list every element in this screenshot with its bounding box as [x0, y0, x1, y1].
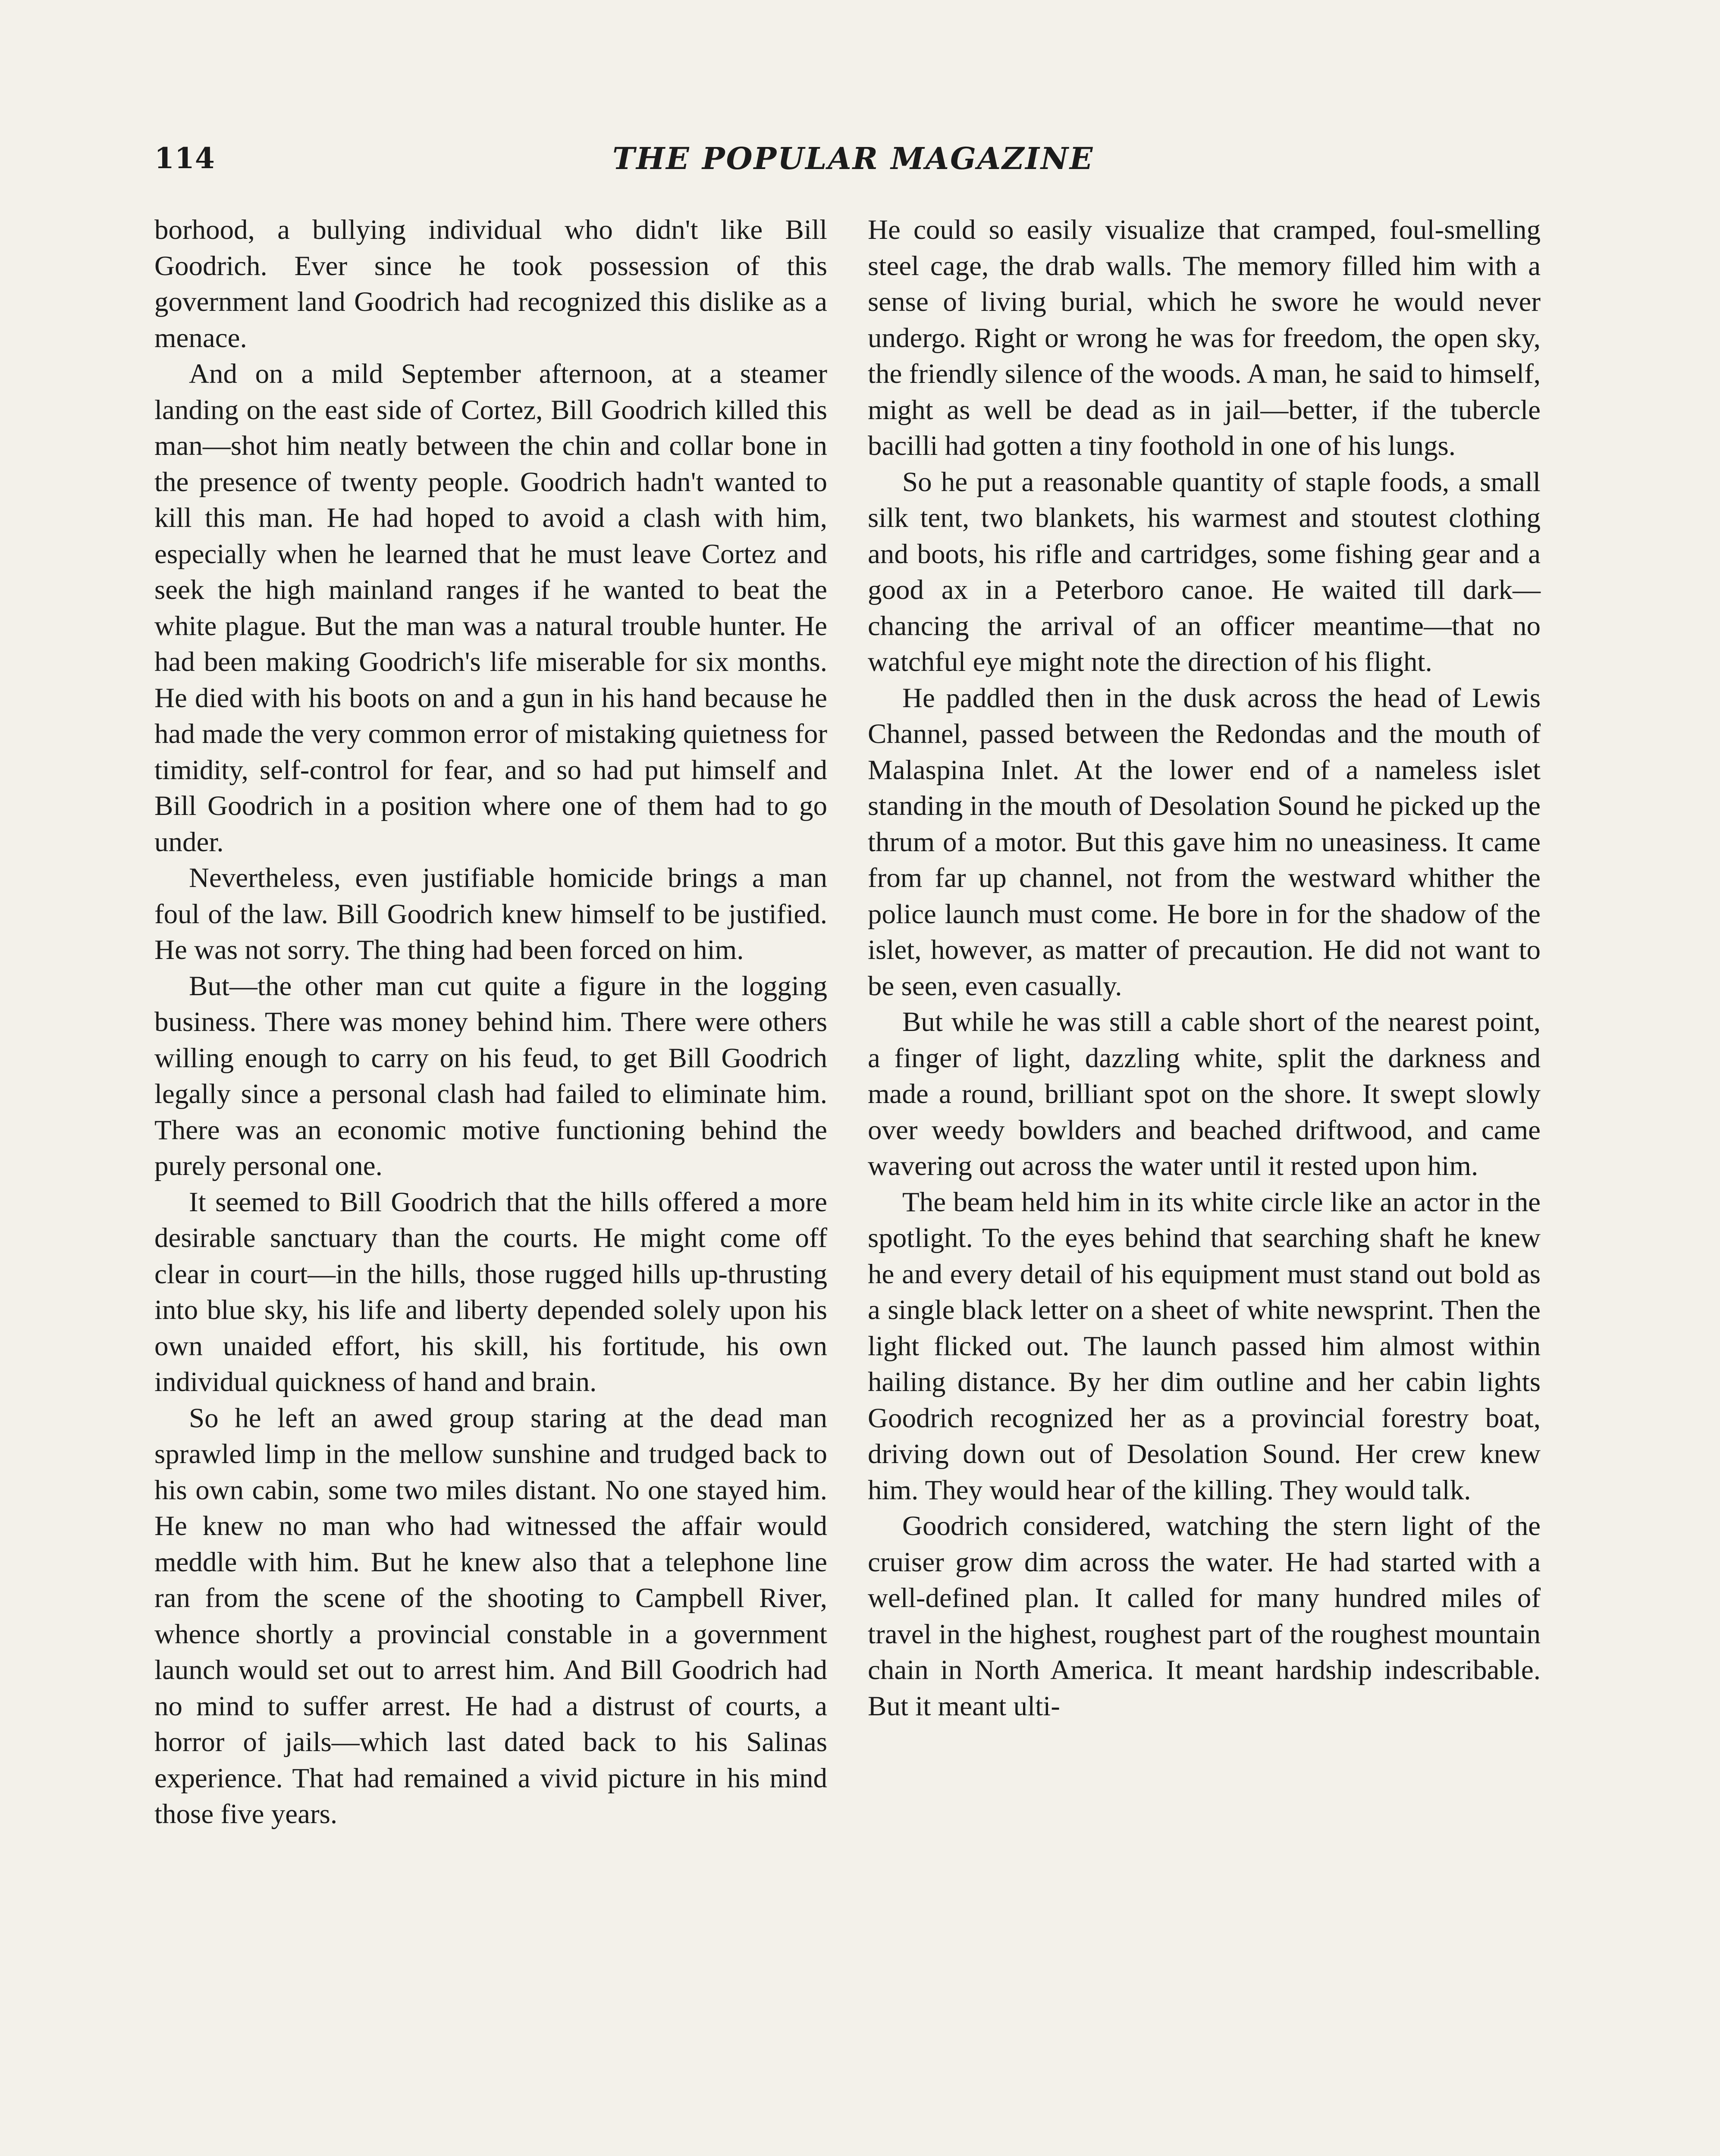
- paragraph: Nevertheless, even justifiable homicide brings a man foul of the law. Bill Goodrich knew himself to be justified. He was not sorry. The thing had been forced on him.: [154, 862, 827, 965]
- paragraph: But while he was still a cable short of the nearest point, a finger of light, dazzling white, split the darkness and made a round, brilliant spot on the shore. It swept slowly over weedy bowlders and beached driftwood, and came wavering out across the water until it rested upon him.: [868, 1006, 1541, 1181]
- paragraph: Goodrich considered, watching the stern light of the cruiser grow dim across the water. He had started with a well-defined plan. It called for many hundred miles of travel in the highest, roughest part of the roughest mountain chain in North America. It meant hardship indescribable. But it meant ulti-: [868, 1510, 1541, 1722]
- paragraph: So he put a reasonable quantity of staple foods, a small silk tent, two blankets, his warmest and stoutest clothing and boots, his rifle and cartridges, some fishing gear and a good ax in a Peterboro canoe. He waited till dark—chancing the arrival of an officer meantime—that no watchful eye might note the direction of his flight.: [868, 466, 1541, 677]
- paragraph: And on a mild September afternoon, at a steamer landing on the east side of Cortez, Bill Goodrich killed this man—shot him neatly between the chin and collar bone in the presence of twenty people. Goodrich hadn't wanted to kill this man. He had hoped to avoid a clash with him, especially when he learned that he must leave Cortez and seek the high mainland ranges if he wanted to beat the white plague. But the man was a natural trouble hunter. He had been making Goodrich's life miserable for six months. He died with his boots on and a gun in his hand because he had made the very common error of mistaking quietness for timidity, self-control for fear, and so had put himself and Bill Goodrich in a position where one of them had to go under.: [154, 358, 827, 858]
- right-column: [868, 212, 1541, 1724]
- left-column: [154, 212, 827, 1833]
- paragraph: So he left an awed group staring at the dead man sprawled limp in the mellow sunshine and trudged back to his own cabin, some two miles distant. No one stayed him. He knew no man who had witnessed the affair would meddle with him. But he knew also that a telephone line ran from the scene of the shooting to Campbell River, whence shortly a provincial constable in a government launch would set out to arrest him. And Bill Goodrich had no mind to suffer arrest. He had a distrust of courts, a horror of jails—which last dated back to his Salinas experience. That had remained a vivid picture in his mind those five years.: [154, 1402, 827, 1830]
- paragraph: He could so easily visualize that cramped, foul-smelling steel cage, the drab walls. The memory filled him with a sense of living burial, which he swore he would never undergo. Right or wrong he was for freedom, the open sky, the friendly silence of the woods. A man, he said to himself, might as well be dead as in jail—better, if the tubercle bacilli had gotten a tiny foothold in one of his lungs.: [868, 214, 1541, 461]
- paragraph: He paddled then in the dusk across the head of Lewis Channel, passed between the Redondas and the mouth of Malaspina Inlet. At the lower end of a nameless islet standing in the mouth of Desolation Sound he picked up the thrum of a motor. But this gave him no uneasiness. It came from far up channel, not from the westward whither the police launch must come. He bore in for the shadow of the islet, however, as matter of precaution. He did not want to be seen, even casually.: [868, 682, 1541, 1002]
- paragraph: The beam held him in its white circle like an actor in the spotlight. To the eyes behind that searching shaft he knew he and every detail of his equipment must stand out bold as a single black letter on a sheet of white newsprint. Then the light flicked out. The launch passed him almost within hailing distance. By her dim outline and her cabin lights Goodrich recognized her as a provincial forestry boat, driving down out of Desolation Sound. Her crew knew him. They would hear of the killing. They would talk.: [868, 1186, 1541, 1506]
- paragraph: It seemed to Bill Goodrich that the hills offered a more desirable sanctuary than the courts. He might come off clear in court—in the hills, those rugged hills up-thrusting into blue sky, his life and liberty depended solely upon his own unaided effort, his skill, his fortitude, his own individual quickness of hand and brain.: [154, 1186, 827, 1398]
- running-title: THE POPULAR MAGAZINE: [612, 141, 1094, 176]
- page-number: 114: [154, 141, 215, 175]
- paragraph: borhood, a bullying individual who didn't like Bill Goodrich. Ever since he took possession of this government land Goodrich had recognized this dislike as a menace.: [154, 214, 827, 354]
- paragraph: But—the other man cut quite a figure in the logging business. There was money behind him. There were others willing enough to carry on his feud, to get Bill Goodrich legally since a personal clash had failed to eliminate him. There was an economic motive functioning behind the purely personal one.: [154, 970, 827, 1181]
